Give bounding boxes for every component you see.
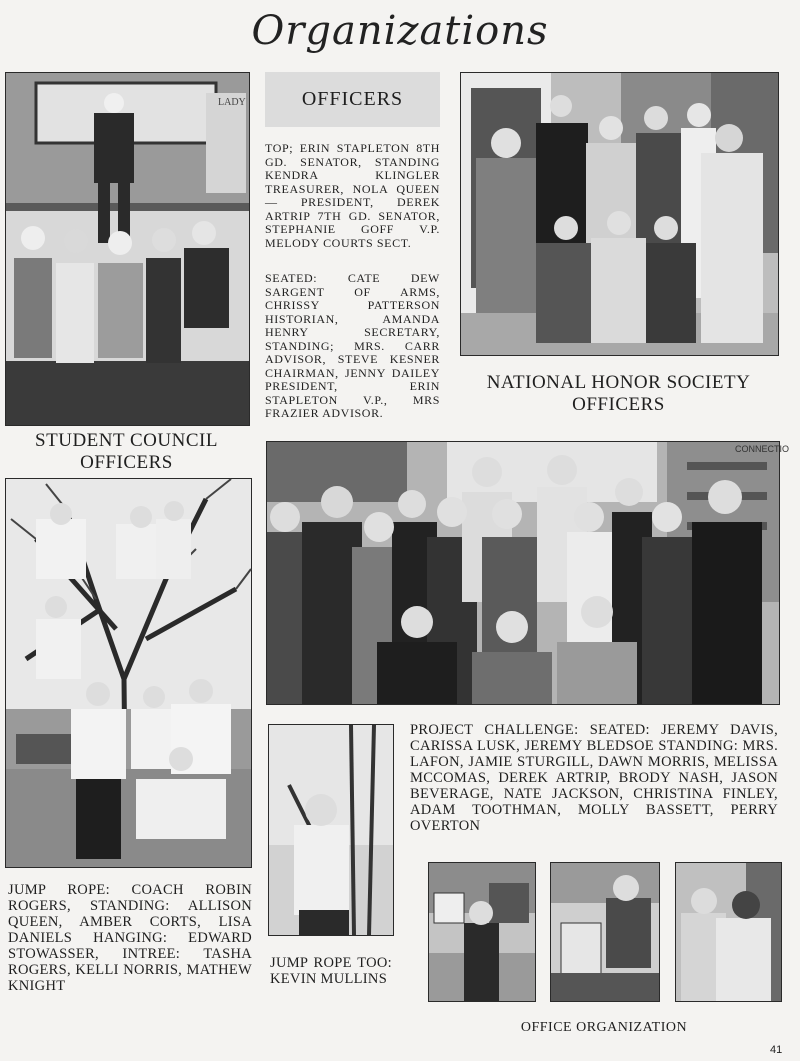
project-challenge-photo [266,441,789,705]
office-organization-heading: OFFICE ORGANIZATION [520,1020,688,1035]
officers-box-label: OFFICERS [301,88,404,110]
gym-sign: LADY [218,97,246,108]
office-photo-3 [675,862,782,1002]
library-sign: CONNECTIO [735,444,789,454]
project-challenge-caption: PROJECT CHALLENGE: SEATED: JEREMY DAVIS, CARISSA LUSK, JEREMY BLEDSOE STANDING: MRS. LAFON, JAMIE STURGILL, DAWN MORRIS, MELISSA MCCOMAS, DEREK ARTRIP, BRODY NASH, JASON BEVERAGE, NATE JACKSON, CHRISTINA FINLEY, ADAM TOOTHMAN, MOLLY BASSETT, PERRY OVERTON [410,722,778,834]
student-council-heading-line1: STUDENT COUNCIL [35,430,218,451]
office-photo-2 [550,862,660,1002]
jump-rope-too-photo [268,724,394,936]
jump-rope-caption: JUMP ROPE: COACH ROBIN ROGERS, STANDING: ALLISON QUEEN, AMBER CORTS, LISA DANIELS HANGING: EDWARD STOWASSER, INTREE: TASHA ROGERS, KELLI NORRIS, MATHEW KNIGHT [8,882,252,994]
nhs-heading [460,372,777,416]
officers-box [265,72,440,127]
page-title: Organizations [251,8,549,54]
officers-seated-caption: SEATED: CATE DEW SARGENT OF ARMS, CHRISSY PATTERSON HISTORIAN, AMANDA HENRY SECRETARY, STANDING; MRS. CARR ADVISOR, STEVE KESNER CHAIRMAN, JENNY DAILEY PRESIDENT, ERIN STAPLETON V.P., MRS FRAZIER ADVISOR. [265,271,440,420]
student-council-heading-line2: OFFICERS [80,452,173,473]
nhs-heading-line2: OFFICERS [572,394,665,415]
student-council-heading [5,430,248,474]
nhs-heading-line1: NATIONAL HONOR SOCIETY [486,372,751,393]
officers-top-caption: TOP; ERIN STAPLETON 8TH GD. SENATOR, STANDING KENDRA KLINGLER TREASURER, NOLA QUEEN — PRESIDENT, DEREK ARTRIP 7TH GD. SENATOR, STEPHANIE GOFF V.P. MELODY COURTS SECT. [265,141,440,250]
jump-rope-photo [5,478,252,868]
student-council-photo [5,72,250,426]
nhs-officers-photo [460,72,779,356]
office-photo-1 [428,862,536,1002]
jump-rope-too-caption: JUMP ROPE TOO: KEVIN MULLINS [270,955,392,987]
page-number: 41 [770,1044,783,1056]
